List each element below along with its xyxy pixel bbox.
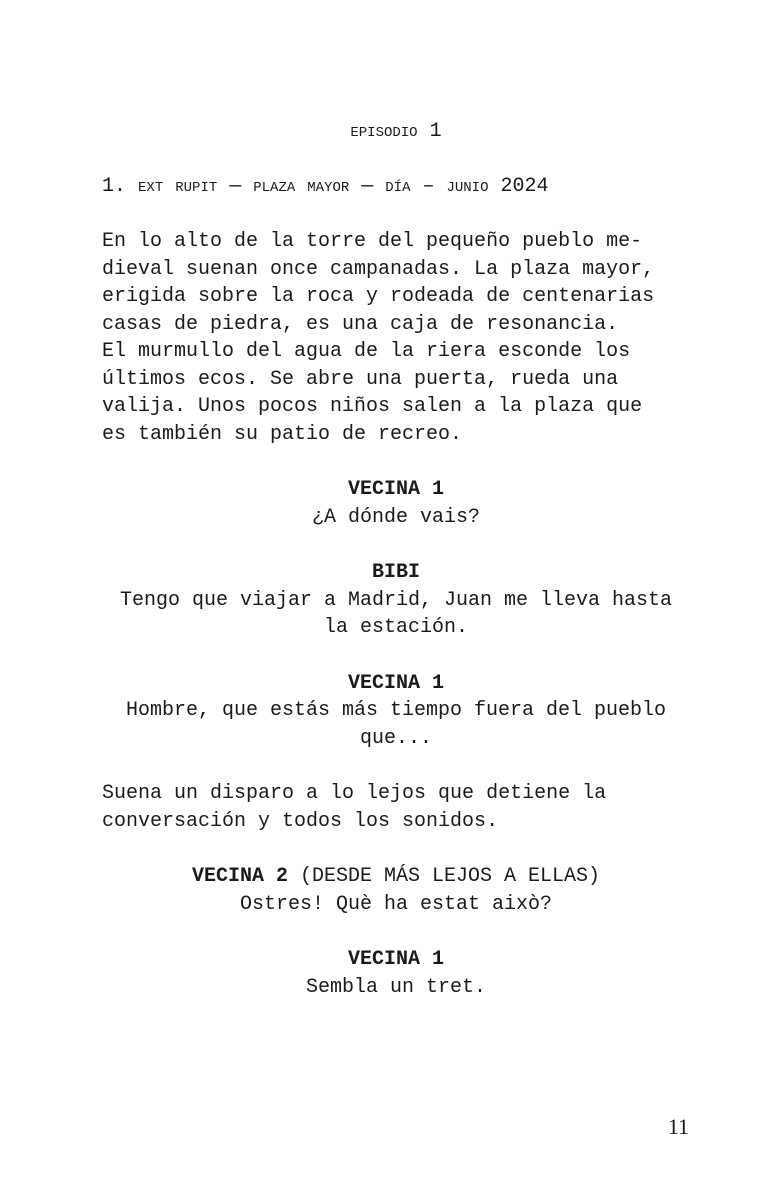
dialogue-block-5: [102, 946, 690, 1001]
scene-year: 2024: [500, 174, 549, 198]
dialogue-text: [102, 587, 690, 642]
parenthetical: (DESDE MÁS LEJOS A ELLAS): [299, 865, 601, 888]
dialogue-text: [102, 504, 690, 532]
action-line: casas de piedra, es una caja de resonancia.: [102, 312, 619, 336]
scene-heading: [102, 173, 690, 201]
character-line: [102, 863, 690, 891]
dialogue-text: [102, 697, 690, 752]
character-name: BIBI: [371, 561, 420, 584]
episode-label: episodio: [350, 120, 418, 143]
dialogue-line: Tengo que viajar a Madrid, Juan me lleva hasta: [119, 588, 673, 612]
character-name: VECINA 1: [347, 478, 444, 501]
scene-slugline: ext rupit — plaza mayor — día – junio: [138, 174, 489, 198]
action-line: En lo alto de la torre del pequeño pueblo me-: [102, 230, 643, 253]
character-name: VECINA 1: [347, 948, 444, 971]
action-line: El murmullo del agua de la riera esconde los: [102, 340, 631, 363]
action-line: valija. Unos pocos niños salen a la plaza que: [102, 395, 643, 418]
scene-number: 1.: [102, 174, 127, 198]
dialogue-text: [102, 974, 690, 1002]
action-line: conversación y todos los sonidos.: [102, 809, 499, 833]
dialogue-line: Hombre, que estás más tiempo fuera del pueblo: [125, 699, 667, 722]
dialogue-block-3: [102, 670, 690, 753]
action-block-2: [102, 780, 690, 835]
action-line: Suena un disparo a lo lejos que detiene la: [102, 782, 607, 805]
action-line: erigida sobre la roca y rodeada de centenarias: [102, 285, 655, 308]
dialogue-block-4: [102, 863, 690, 918]
action-line: es también su patio de recreo.: [102, 422, 463, 446]
dialogue-line: Sembla un tret.: [305, 975, 487, 999]
episode-heading: [102, 118, 690, 146]
action-line: dieval suenan once campanadas. La plaza mayor,: [102, 257, 655, 281]
episode-number: 1: [429, 120, 442, 143]
dialogue-line: que...: [359, 726, 432, 750]
action-block-1: [102, 228, 690, 448]
screenplay-page: [102, 118, 690, 1029]
dialogue-text: [102, 891, 690, 919]
dialogue-block-1: [102, 476, 690, 531]
character-name: VECINA 2: [191, 865, 288, 888]
page-number: 11: [667, 1114, 689, 1139]
dialogue-line: la estación.: [323, 616, 469, 639]
character-name: VECINA 1: [347, 671, 444, 695]
dialogue-block-2: [102, 559, 690, 642]
dialogue-line: ¿A dónde vais?: [311, 505, 481, 529]
dialogue-line: Ostres! Què ha estat això?: [239, 892, 553, 916]
action-line: últimos ecos. Se abre una puerta, rueda una: [102, 367, 619, 391]
